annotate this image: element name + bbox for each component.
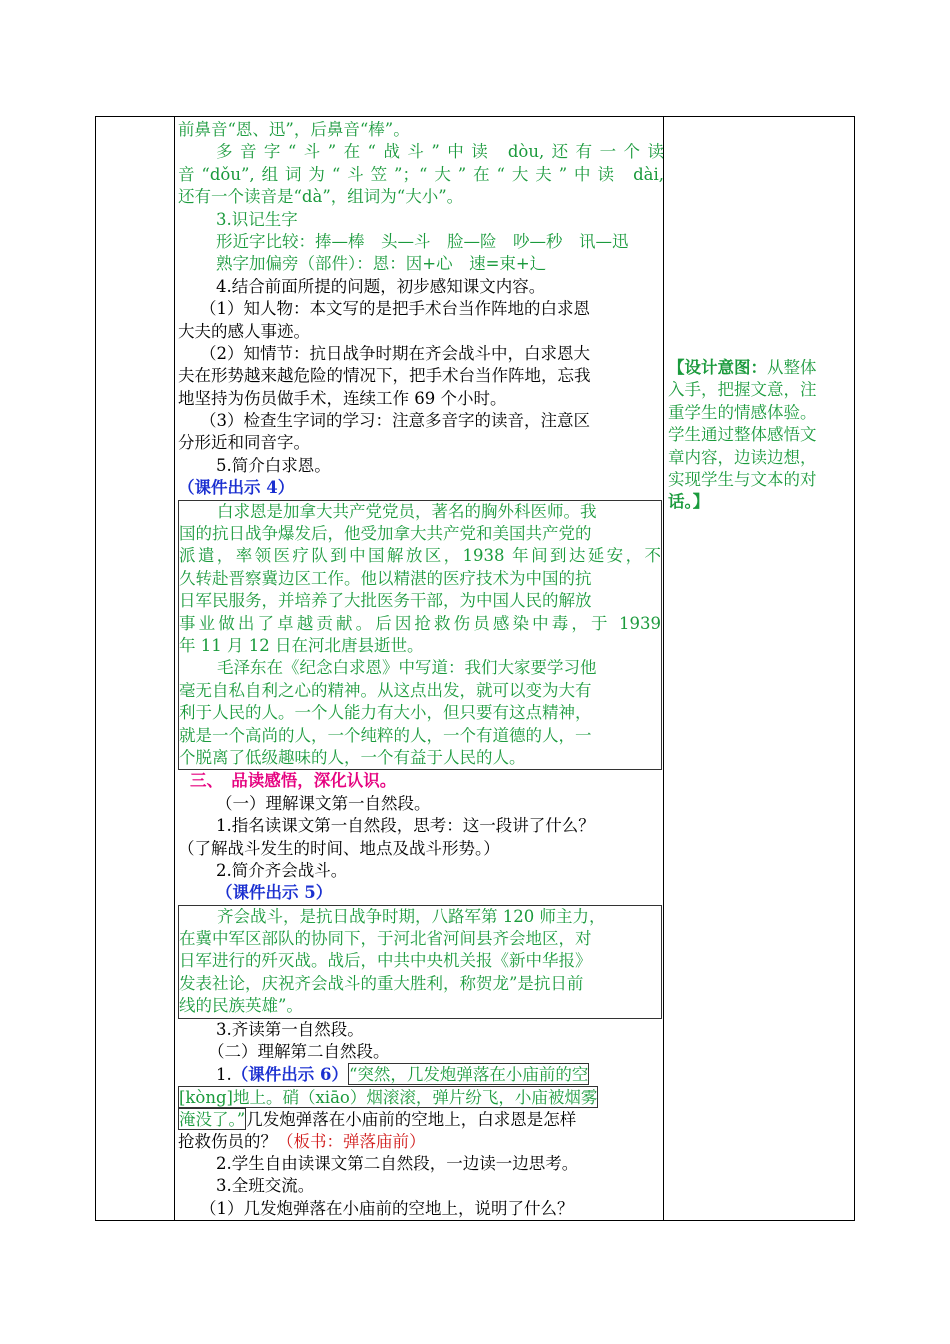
question-text: 抢救伤员的？	[178, 1131, 277, 1151]
text-line: 日军进行的歼灭战。战后，中共中央机关报《新中华报》	[179, 951, 592, 971]
design-intent-line: 入手，把握文意，注	[668, 380, 817, 400]
text-line: 发表社论，庆祝齐会战斗的重大胜利，称贺龙”是抗日前	[179, 973, 584, 993]
text-line: 日军民服务，并培养了大批医务干部，为中国人民的解放	[179, 591, 592, 611]
qihui-battle-box	[178, 905, 662, 1019]
text-line: 夫在形势越来越危险的情况下，把手术台当作阵地，忘我	[178, 366, 591, 386]
quote-box: “突然，几发炮弹落在小庙前的空	[348, 1065, 589, 1085]
design-intent-line: 学生通过整体感悟文	[668, 425, 817, 445]
text-line: 线的民族英雄”。	[179, 996, 303, 1016]
text-line: 3.全班交流。	[216, 1176, 315, 1196]
bethune-intro-box	[178, 500, 662, 771]
text-line	[178, 1063, 664, 1085]
text-line: 派遣，率领医疗队到中国解放区，1938 年间到达延安，不	[179, 546, 661, 566]
text-line: 毫无自私自利之心的精神。从这点出发，就可以变为大有	[179, 680, 592, 700]
text-line: 在冀中军区部队的协同下，于河北省河间县齐会地区，对	[179, 929, 592, 949]
courseware-label: （课件出示 5）	[216, 883, 333, 903]
text-line	[178, 1131, 664, 1153]
text-line: 个脱离了低级趣味的人，一个有益于人民的人。	[179, 747, 526, 767]
text-line: （1）几发炮弹落在小庙前的空地上，说明了什么？	[200, 1198, 574, 1218]
text-line: 久转赴晋察冀边区工作。他以精湛的医疗技术为中国的抗	[179, 568, 592, 588]
design-intent-cell	[668, 357, 848, 514]
text-line: （二）理解第二自然段。	[208, 1042, 390, 1062]
text-line: 3.齐读第一自然段。	[216, 1019, 364, 1039]
text-line: 熟字加偏旁（部件）：恩：因+心 速=束+辶	[216, 254, 547, 274]
text-line: 形近字比较：捧—棒 头—斗 脸—险 吵—秒 讯—迅	[216, 231, 629, 251]
text-line: 2.学生自由读课文第二自然段，一边读一边思考。	[216, 1153, 579, 1173]
text-line: （2）知情节：抗日战争时期在齐会战斗中，白求恩大	[200, 343, 590, 363]
design-intent-line: 章内容，边读边想，	[668, 447, 817, 467]
section-heading: 三、 品读感悟，深化认识。	[190, 771, 397, 791]
column-divider-left	[174, 117, 175, 1220]
design-intent-text: 从整体	[767, 358, 817, 377]
text-line: 前鼻音“恩、迅”，后鼻音“棒”。	[178, 120, 410, 139]
text-line: （了解战斗发生的时间、地点及战斗形势。）	[178, 838, 500, 858]
design-intent-line: 实现学生与文本的对	[668, 470, 817, 490]
design-intent-line	[668, 357, 848, 379]
text-line: 2.简介齐会战斗。	[216, 860, 348, 880]
text-line: 还有一个读音是“dà”，组词为“大小”。	[178, 187, 464, 207]
text-line: 3.识记生字	[216, 209, 298, 229]
design-intent-label: 【设计意图：	[668, 358, 767, 377]
text-line: 白求恩是加拿大共产党党员，著名的胸外科医师。我	[217, 501, 597, 521]
text-line: （1）知人物：本文写的是把手术台当作阵地的白求恩	[200, 299, 590, 319]
text-line: （一）理解课文第一自然段。	[216, 793, 431, 813]
courseware-label: （课件出示 4）	[178, 478, 295, 498]
text-line: 国的抗日战争爆发后，他受加拿大共产党和美国共产党的	[179, 524, 592, 544]
text-line: 年 11 月 12 日在河北唐县逝世。	[179, 635, 424, 655]
teaching-process-cell	[178, 119, 664, 1220]
design-intent-line	[668, 491, 848, 513]
text-line: 事业做出了卓越贡献。后因抢救伤员感染中毒，于 1939	[179, 613, 661, 633]
text-line: 大夫的感人事迹。	[178, 321, 310, 341]
text-line: 多音字“斗”在“战斗”中读 dòu,还有一个读	[216, 142, 664, 162]
text-line: 5.简介白求恩。	[216, 455, 331, 475]
text-line: 4.结合前面所提的问题，初步感知课文内容。	[216, 276, 546, 296]
text-line	[178, 1086, 664, 1108]
item-number: 1.	[216, 1065, 232, 1085]
text-line: 1.指名读课文第一自然段，思考：这一段讲了什么？	[216, 816, 595, 836]
text-line: 音“dǒu”,组词为“斗笠”；“大”在“大夫”中读 dài,	[178, 164, 664, 184]
text-line	[178, 1108, 664, 1130]
text-line: 就是一个高尚的人，一个纯粹的人，一个有道德的人，一	[179, 725, 592, 745]
question-text: 几发炮弹落在小庙前的空地上，白求恩是怎样	[246, 1110, 577, 1130]
quote-box: [kòng]地上。硝（xiāo）烟滚滚，弹片纷飞，小庙被烟雾	[179, 1087, 598, 1107]
text-line: 毛泽东在《纪念白求恩》中写道：我们大家要学习他	[217, 658, 597, 678]
text-line: 齐会战斗，是抗日战争时期，八路军第 120 师主力，	[217, 906, 606, 926]
design-intent-end: 话。】	[668, 492, 710, 512]
blackboard-note: （板书：弹落庙前）	[277, 1131, 426, 1151]
text-line: 利于人民的人。一个人能力有大小，但只要有这点精神，	[179, 703, 592, 723]
design-intent-line: 重学生的情感体验。	[668, 402, 817, 422]
text-line: 分形近和同音字。	[178, 433, 310, 453]
lesson-table	[95, 116, 855, 1221]
courseware-label: （课件出示 6）	[231, 1065, 348, 1085]
quote-box: 淹没了。”	[179, 1110, 246, 1130]
text-line: 地坚持为伤员做手术，连续工作 69 个小时。	[178, 388, 507, 408]
text-line: （3）检查生字词的学习：注意多音字的读音，注意区	[200, 411, 590, 431]
